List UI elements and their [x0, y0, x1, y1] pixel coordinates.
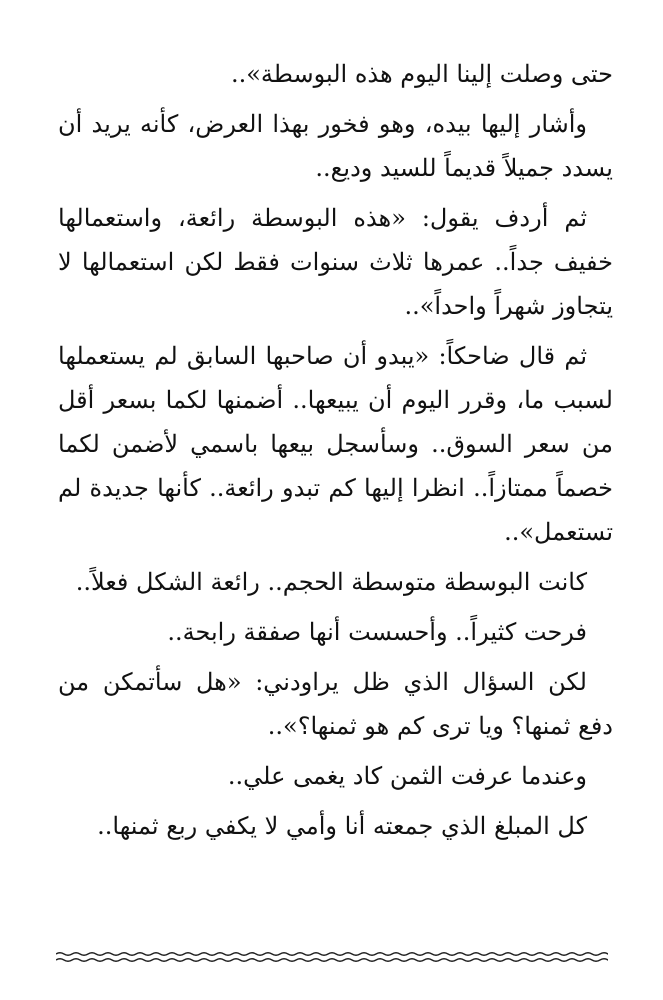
- paragraph-8: وعندما عرفت الثمن كاد يغمى علي..: [227, 762, 587, 790]
- wavy-line-top: [56, 953, 608, 956]
- paragraph-7: لكن السؤال الذي ظل يراودني: «هل سأتمكن من دفع ثمنها؟ ويا ترى كم هو ثمنها؟»..: [58, 668, 613, 740]
- paragraph-4: ثم قال ضاحكاً: «يبدو أن صاحبها السابق لم يستعملها لسبب ما، وقرر اليوم أن يبيعها.. أضمنها لكما بسعر أقل من سعر السوق.. وسأسجل بيعها باسمي لأضمن لكما خصماً ممتازاً.. انظرا إليها كم تبدو رائعة.. كأنها جديدة لم تستعمل»..: [58, 342, 613, 546]
- wavy-divider: [56, 950, 608, 964]
- paragraph-5: كانت البوسطة متوسطة الحجم.. رائعة الشكل فعلاً..: [75, 568, 587, 596]
- paragraph-2: وأشار إليها بيده، وهو فخور بهذا العرض، كأنه يريد أن يسدد جميلاً قديماً للسيد وديع..: [58, 110, 613, 182]
- paragraph-1: حتى وصلت إلينا اليوم هذه البوسطة»..: [230, 60, 613, 88]
- paragraph-9: كل المبلغ الذي جمعته أنا وأمي لا يكفي ربع ثمنها..: [97, 812, 587, 840]
- paragraph-6: فرحت كثيراً.. وأحسست أنها صفقة رابحة..: [167, 618, 587, 646]
- wavy-line-bottom: [56, 959, 608, 962]
- body-text: [58, 52, 613, 854]
- paragraph-3: ثم أردف يقول: «هذه البوسطة رائعة، واستعمالها خفيف جداً.. عمرها ثلاث سنوات فقط لكن استعمالها لا يتجاوز شهراً واحداً»..: [58, 204, 613, 320]
